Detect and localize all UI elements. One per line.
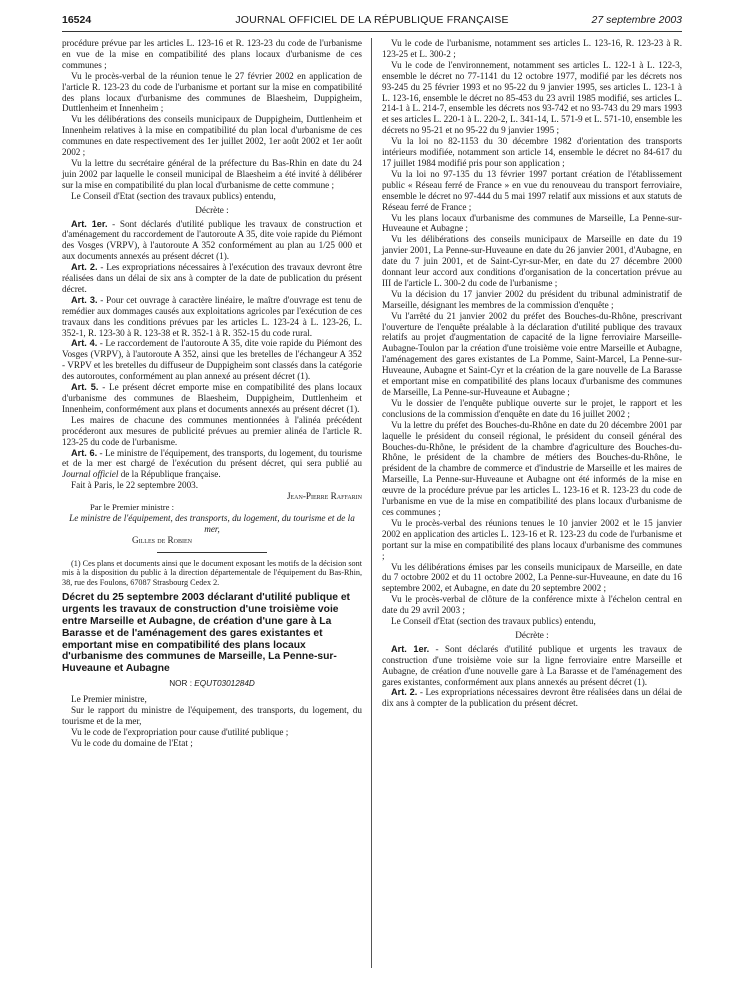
- article-label: Art. 4.: [71, 338, 98, 349]
- article-text: - Pour cet ouvrage à caractère linéaire, le maître d'ouvrage est tenu de remédier aux dommages causés aux exploitations agricoles par l'exécution de ces travaux dans les conditions prévues par les articles L. 123-24 à L. 123-26, L. 352-1, R. 123-30 à R. 123-38 et R. 352-1 à R. 352-15 du code rural.: [62, 294, 362, 338]
- paragraph: Vu le code de l'environnement, notamment ses articles L. 122-1 à L. 122-3, ensemble le décret no 77-1141 du 12 octobre 1977, modifié par les décrets nos 93-245 du 25 février 1993 et no 95-22 du 9 janvier 1995, ses articles L. 123-1 à L. 123-16, ensemble le décret no 85-453 du 23 avril 1985 modifié, ses articles L. 214-1 à L. 214-7, ensemble les décrets nos 93-742 et no 93-743 du 29 mars 1993 et ses articles L. 220-1 à L. 220-2, L. 341-14, L. 571-9 et L. 571-10, ensemble les décrets no 95-21 et no 95-22 du 9 janvier 1995 ;: [382, 59, 682, 136]
- article-text: - Le présent décret emporte mise en compatibilité des plans locaux d'urbanisme des communes de Blaesheim, Duppigheim, Duttlenheim et Innenheim, conformément aux plans et documents annexés au présent décret (1).: [62, 382, 362, 414]
- article-text: - Le raccordement de l'autoroute A 35, dite voie rapide du Piémont des Vosges (VRPV), à l'autoroute A 352, ainsi que les bretelles de l'échangeur A 352 - VRPV et les bretelles du diffuseur de Duppigheim sont classés dans la catégorie des autoroutes, conformément au plan annexé au présent décret (1).: [62, 338, 362, 382]
- article-5: [62, 382, 362, 415]
- paragraph: Vu le procès-verbal des réunions tenues le 10 janvier 2002 et le 15 janvier 2002 en application des articles L. 123-16 et R. 123-23 du code de l'urbanisme et portant sur la mise en compatibilité des plans locaux d'urbanisme des communes ;: [382, 517, 682, 561]
- page-header: [62, 14, 682, 30]
- paragraph: Sur le rapport du ministre de l'équipement, des transports, du logement, du tourisme et de la mer,: [62, 704, 362, 726]
- article-1: [62, 219, 362, 263]
- paragraph: Vu les délibérations émises par les conseils municipaux de Marseille, en date du 7 octobre 2002 et du 11 octobre 2002, La Penne-sur-Huveaune, en date du 16 septembre 2002, et Aubagne, en date du 20 septembre 2002 ;: [382, 561, 682, 594]
- decrete-heading: Décrète :: [515, 629, 549, 640]
- article-label: Art. 1er.: [391, 643, 430, 654]
- paragraph: Vu la loi no 82-1153 du 30 décembre 1982 d'orientation des transports intérieurs modifiée, notamment son article 14, ensemble le décret no 84-617 du 17 juillet 1984 modifié pris pour son application ;: [382, 136, 682, 168]
- by-prime-minister: Par le Premier ministre :: [90, 502, 175, 513]
- paragraph: Vu le code de l'expropriation pour cause d'utilité publique ;: [71, 726, 289, 737]
- article-4: [62, 338, 362, 382]
- article-label: Art. 6.: [71, 447, 98, 458]
- paragraph: Vu l'arrêté du 21 janvier 2002 du préfet des Bouches-du-Rhône, prescrivant l'ouverture de l'enquête préalable à la déclaration d'utilité publique des travaux relatifs au projet d'augmentation de capacité de la ligne ferroviaire Marseille-Aubagne-Toulon par la création d'une troisième voie entre Marseille et Aubagne, l'aménagement des gares existantes de La Pomme, Saint-Marcel, La Penne-sur-Huveaune, Aubagne et Saint-Cyr et la création de la gare nouvelle de La Barasse et emportant mise en compatibilité des plans locaux d'urbanisme des communes de Marseille, La Penne-sur-Huveaune et Aubagne ;: [382, 310, 682, 397]
- footnote-rule: [157, 552, 267, 553]
- journal-officiel-italic: Journal officiel: [62, 469, 119, 480]
- paragraph: Vu la lettre du secrétaire général de la préfecture du Bas-Rhin en date du 24 juin 2002 par laquelle le conseil municipal de Blaesheim a été invité à délibérer sur la mise en compatibilité du plan local d'urbanisme de cette commune ;: [62, 157, 362, 190]
- article-label: Art. 1er.: [71, 218, 108, 229]
- paragraph: Vu la décision du 17 janvier 2002 du président du tribunal administratif de Marseille, désignant les membres de la commission d'enquête ;: [382, 288, 682, 310]
- paragraph: Vu le dossier de l'enquête publique ouverte sur le projet, le rapport et les conclusions de la commission d'enquête en date du 16 juillet 2002 ;: [382, 397, 682, 419]
- right-column: [382, 38, 682, 709]
- column-divider: [371, 38, 372, 968]
- paragraph: Le Conseil d'Etat (section des travaux publics) entendu,: [71, 190, 276, 201]
- paragraph: procédure prévue par les articles L. 123-16 et R. 123-23 du code de l'urbanisme en vue de la mise en compatibilité des plans locaux d'urbanisme de ces communes ;: [62, 38, 362, 70]
- paragraph: Le Premier ministre,: [71, 693, 147, 704]
- paragraph: Vu les délibérations des conseils municipaux de Marseille en date du 19 janvier 2001, La Penne-sur-Huveaune en date du 26 janvier 2001, d'Aubagne, en date du 7 juin 2001, et de Saint-Cyr-sur-Mer, en date du 27 décembre 2000 donnant leur accord aux conditions d'organisation de la concertation prévue au III de l'article L. 300-2 du code de l'urbanisme ;: [382, 234, 682, 288]
- issue-date: 27 septembre 2003: [591, 14, 682, 26]
- article-6: [62, 448, 362, 481]
- decree-title: Décret du 25 septembre 2003 déclarant d'utilité publique et urgents les travaux de construction d'une troisième voie entre Marseille et Aubagne, de création d'une gare à La Barasse et de l'aménagement des gares existantes et emportant mise en compatibilité des plans locaux d'urbanisme des communes de Marseille, La Penne-sur-Huveaune et Aubagne: [62, 592, 350, 675]
- nor-label: NOR :: [169, 679, 195, 689]
- article-text: - Le ministre de l'équipement, des transports, du logement, du tourisme et de la mer est chargé de l'exécution du présent décret, qui sera publié au: [62, 447, 362, 469]
- journal-title: JOURNAL OFFICIEL DE LA RÉPUBLIQUE FRANÇAISE: [235, 14, 509, 26]
- article-label: Art. 3.: [71, 294, 98, 305]
- paragraph: Vu les plans locaux d'urbanisme des communes de Marseille, La Penne-sur-Huveaune et Aubagne ;: [382, 212, 682, 234]
- article-text: de la République française.: [118, 469, 221, 480]
- decrete-heading: Décrète :: [195, 204, 229, 215]
- article-text: - Les expropriations nécessaires devront être réalisées dans un délai de dix ans à compter de la publication du présent décret.: [382, 687, 683, 709]
- nor-code: EQUT0301284D: [194, 679, 255, 689]
- article-text: - Sont déclarés d'utilité publique et urgents les travaux de construction d'une troisième voie sur la ligne ferroviaire entre Marseille et Aubagne, de création d'une nouvelle gare à La Barasse et de l'aménagement des gares existantes, conformément aux plans annexés au présent décret (1).: [382, 643, 682, 687]
- footnote: (1) Ces plans et documents ainsi que le document exposant les motifs de la décision sont mis à la disposition du public à la direction départementale de l'équipement du Bas-Rhin, 38, rue des Foulons, 67087 Strasbourg Cedex 2.: [62, 558, 362, 587]
- nor-reference: [62, 679, 362, 690]
- article-2: [62, 262, 362, 295]
- paragraph: Vu les délibérations des conseils municipaux de Duppigheim, Duttlenheim et Innenheim relatives à la mise en compatibilité du plan local d'urbanisme de ces communes en date respectivement des 1er juillet 2002, 1er août 2002 et 1er août 2002 ;: [62, 114, 362, 158]
- paragraph: Vu la loi no 97-135 du 13 février 1997 portant création de l'établissement public « Réseau ferré de France » en vue du renouveau du transport ferroviaire, ensemble le décret no 97-444 du 5 mai 1997 relatif aux missions et aux statuts de Réseau ferré de France ;: [382, 168, 682, 212]
- article-2: [382, 687, 682, 709]
- paragraph: Vu le code du domaine de l'Etat ;: [71, 737, 193, 748]
- left-column: [62, 38, 362, 748]
- paragraph: Vu la lettre du préfet des Bouches-du-Rhône en date du 20 décembre 2001 par laquelle le président du conseil régional, le président du conseil général des Bouches-du-Rhône, le président de la chambre d'agriculture des Bouches-du-Rhône, le président de la chambre de métiers des Bouches-du-Rhône, le président de la chambre de commerce et d'industrie de Marseille et les maires de Marseille, La Penne-sur-Huveaune et Aubagne ont été informés de la mise en œuvre de la procédure prévue par les articles L. 123-16 et R. 123-23 du code de l'urbanisme en vue de la mise en compatibilité des plans locaux d'urbanisme de ces communes ;: [382, 419, 682, 517]
- article-text: - Sont déclarés d'utilité publique les travaux de construction et d'aménagement du raccordement de l'autoroute A 35, dite voie rapide du Piémont des Vosges (VRPV), à l'autoroute A 352 conformément au plan au 1/25 000 et aux documents annexés au présent décret (1).: [62, 218, 363, 262]
- article-label: Art. 2.: [391, 687, 418, 698]
- paragraph: Vu le procès-verbal de la réunion tenue le 27 février 2002 en application de l'article R. 123-23 du code de l'urbanisme et portant sur la mise en compatibilité des plans locaux d'urbanisme des communes de Blaesheim, Duppigheim, Duttlenheim et Innenheim ;: [62, 70, 362, 114]
- paragraph: Vu le code de l'urbanisme, notamment ses articles L. 123-16, R. 123-23 à R. 123-25 et L. 300-2 ;: [382, 38, 682, 59]
- header-rule: [62, 31, 682, 32]
- done-at: Fait à Paris, le 22 septembre 2003.: [71, 480, 199, 491]
- article-text: - Les expropriations nécessaires à l'exécution des travaux devront être réalisées dans un délai de six ans à compter de la date de publication du présent décret.: [62, 262, 362, 294]
- minister-name: Gilles de Robien: [132, 534, 193, 545]
- page-number: 16524: [62, 14, 92, 26]
- article-label: Art. 2.: [71, 262, 98, 273]
- article-3: [62, 295, 362, 339]
- article-1: [382, 644, 682, 688]
- paragraph: Vu le procès-verbal de clôture de la conférence mixte à l'échelon central en date du 29 avril 2003 ;: [382, 594, 682, 616]
- paragraph: Les maires de chacune des communes mentionnées à l'alinéa précédent procéderont aux mesures de publicité prévues au premier alinéa de l'article R. 123-25 du code de l'urbanisme.: [62, 414, 362, 447]
- article-label: Art. 5.: [71, 382, 99, 393]
- minister-title: Le ministre de l'équipement, des transports, du logement, du tourisme et de la mer,: [69, 512, 355, 534]
- signatory-name: Jean-Pierre Raffarin: [286, 491, 362, 502]
- paragraph: Le Conseil d'Etat (section des travaux publics) entendu,: [391, 616, 596, 627]
